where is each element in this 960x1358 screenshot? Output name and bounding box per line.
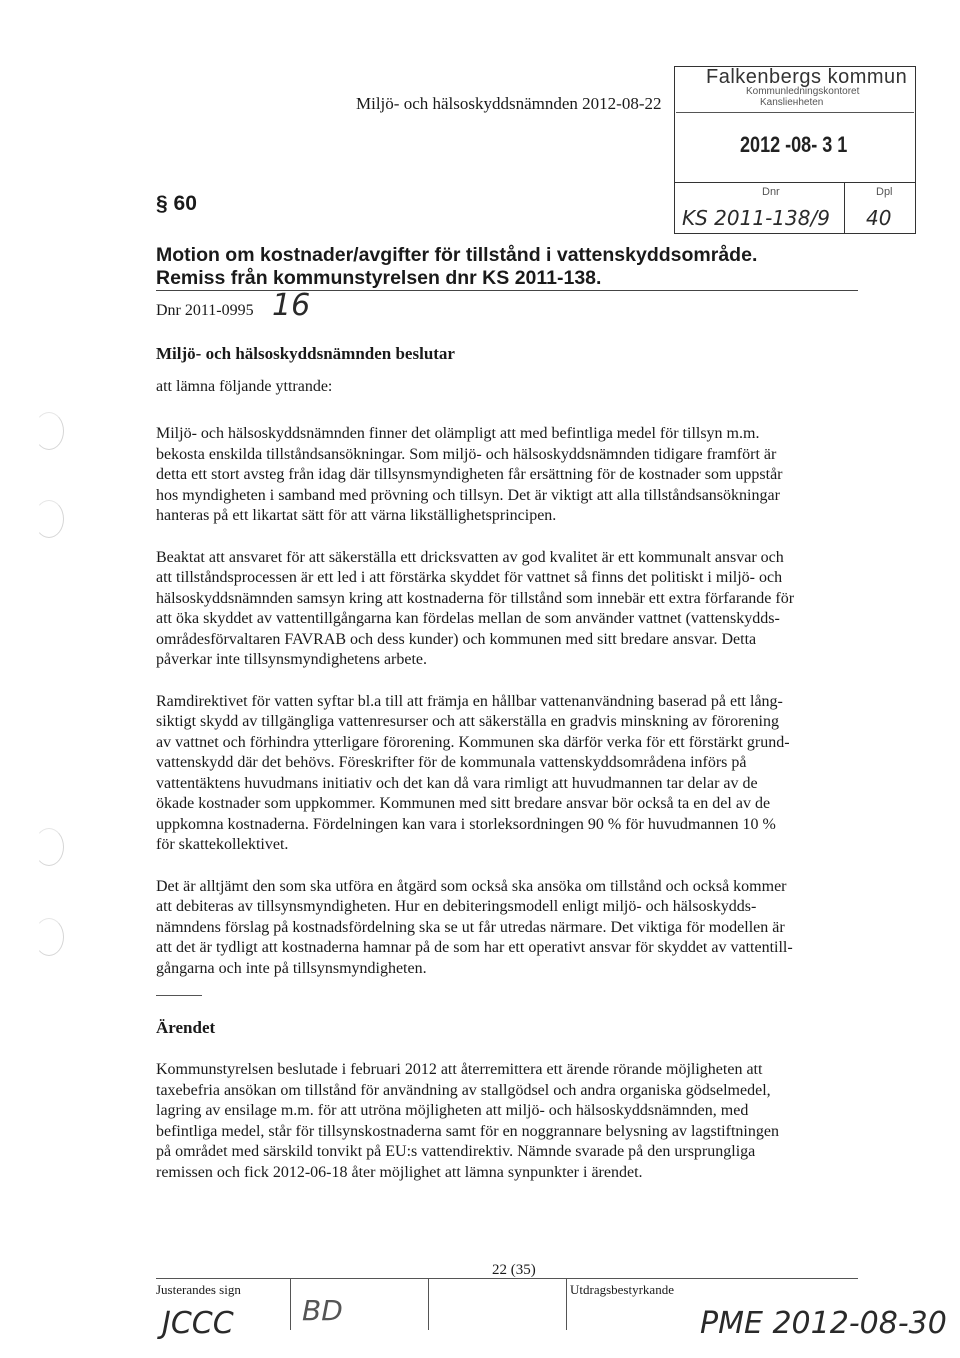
punch-hole xyxy=(34,918,64,956)
stamp-dpl-label: Dpl xyxy=(876,186,893,198)
decision-heading: Miljö- och hälsoskyddsnämnden beslutar xyxy=(156,344,455,363)
title-rule xyxy=(156,290,858,291)
header-committee-date: Miljö- och hälsoskyddsnämnden 2012-08-22 xyxy=(356,94,662,113)
justerare-signature-1: JCCC xyxy=(162,1306,234,1341)
punch-hole xyxy=(34,412,64,450)
decision-paragraph-3: Ramdirektivet för vatten syftar bl.a till att främja en hållbar vattenanvändning baserad på ett lång- siktigt skydd av tillgängliga vattenresurser och att säkerställa en gradvis minskning av förorening av vattnet och förhindra ytterligare förorening. Kommunen ska därför verka för ett förstärkt grund- vattenskydd där det behövs. Föreskrifter för de kommunala vattenskyddsområdena införs på vattentäktens huvudmans initiativ och det kan då vara rimligt att huvudmannen tar delar av de ökade kostnader som uppkommer. Kommunen med sitt bredare ansvar bör också ta en del av de uppkomna kostnaderna. Fördelningen kan vara i storleksordningen 90 % för huvudmannen 10 % för skattekollektivet. xyxy=(156,692,790,853)
stamp-office-line2: Kansliенheten xyxy=(760,97,824,108)
stamp-column-divider xyxy=(844,182,845,234)
short-separator xyxy=(156,995,202,996)
utdrag-signature: PME 2012-08-30 xyxy=(700,1306,947,1341)
decision-paragraph-4: Det är alltjämt den som ska utföra en åtgärd som också ska ansöka om tillstånd och också kommer att debiteras av tillsynsmyndigheten. Hur en debiteringsmodell enligt miljö- och hälsoskydds- nämndens förslag på kostnadsfördelning ska se ut får utredas närmare. Det viktiga för modellen är att det är tydligt att kostnaderna hamnar på de som har ett operativt ansvar för skyddet av vattentill- gångarna och inte på tillsynsmyndigheten. xyxy=(156,877,793,977)
stamp-dpl-value: 40 xyxy=(866,206,892,230)
page-number: 22 (35) xyxy=(492,1262,536,1278)
decision-body xyxy=(156,424,876,979)
stamp-bottom-border xyxy=(674,233,916,234)
justerandes-label: Justerandes sign xyxy=(156,1282,241,1297)
stamp-dnr-value: KS 2011-138/9 xyxy=(682,206,830,230)
footer-divider-3 xyxy=(566,1278,567,1330)
footer-rule xyxy=(156,1278,858,1279)
section-title xyxy=(156,244,757,290)
stamp-office-line1: Kommunledningskontoret xyxy=(746,86,860,97)
decision-paragraph-2: Beaktat att ansvaret för att säkerställa ett dricksvatten av god kvalitet är ett kommunalt ansvar och att tillståndsprocessen är ett led i att förstärka skyddet för vattnet så finns det politiskt i miljö- och hälsoskyddsnämnden samsyn kring att kostnaderna för tillstånd som innebär ett extra förfarande för att öka skyddet av vattentillgångarna kan fördelas mellan de som använder vattnet (vattenskydds- områdesförvaltaren FAVRAB och dess kunder) och kommunen med sitt bredare ansvar. Detta påverkar inte tillsynsmyndighetens arbete. xyxy=(156,548,795,668)
stamp-dnr-label: Dnr xyxy=(762,186,780,198)
section-dnr-handwritten: 16 xyxy=(272,288,311,323)
section-title-line2: Remiss från kommunstyrelsen dnr KS 2011-138. xyxy=(156,267,602,289)
justerare-signature-2: BD xyxy=(302,1294,343,1327)
footer-divider-2 xyxy=(428,1278,429,1330)
section-title-line1: Motion om kostnader/avgifter för tillstånd i vattenskyddsområde. xyxy=(156,244,758,266)
stamp-received-date: 2012 -08- 3 1 xyxy=(740,132,848,157)
section-dnr: Dnr 2011-0995 xyxy=(156,302,254,319)
punch-hole xyxy=(34,500,64,538)
arendet-heading: Ärendet xyxy=(156,1018,216,1037)
decision-paragraph-1: Miljö- och hälsoskyddsnämnden finner det olämpligt att med befintliga medel för tillsyn m.m. bekosta enskilda tillståndsansökningar. Som miljö- och hälsoskyddsnämnden tidigare framfört är detta ett stort avsteg från idag där tillsynsmyndigheten får ersättning för de kostnader som uppstår hos myndigheten i samband med prövning och tillsyn. Det är viktigt att alla tillståndsansökningar hanteras på ett likartat sätt för att värna likställighetsprincipen. xyxy=(156,425,783,524)
utdrag-label: Utdragsbestyrkande xyxy=(570,1282,674,1297)
stamp-org: Falkenbergs kommun xyxy=(706,66,908,88)
decision-intro: att lämna följande yttrande: xyxy=(156,378,333,395)
footer-divider-1 xyxy=(290,1278,291,1330)
punch-hole xyxy=(34,828,64,866)
stamp-divider xyxy=(674,182,916,183)
section-number: § 60 xyxy=(156,192,197,215)
arendet-paragraph: Kommunstyrelsen beslutade i februari 2012 att återremittera ett ärende rörande möjligheten att taxebefria ansökan om tillstånd för användning av stallgödsel och andra organiska gödselmedel, lagring av ensilage m.m. för att utröna möjligheten att miljö- och hälsoskyddsnämnden, med befintliga medel, står för tillsynskostnaderna samt för en noggrannare belysning av lagstiftningen på området med särskild tonvikt på EU:s vattendirektiv. Nämnde svarade på den ursprungliga remissen och fick 2012-06-18 åter möjlighet att lämna synpunkter i ärendet. xyxy=(156,1061,779,1181)
